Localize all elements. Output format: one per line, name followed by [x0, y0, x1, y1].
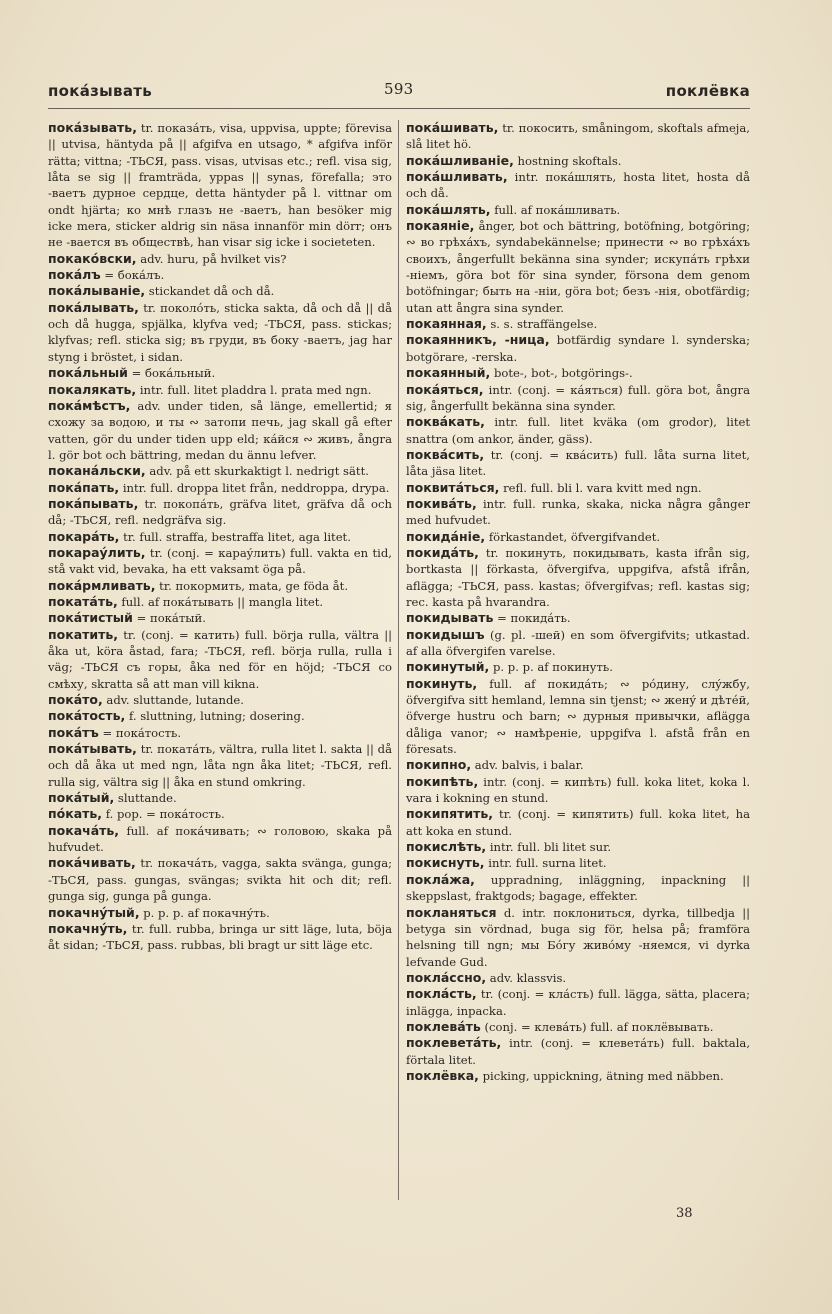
dictionary-entry: [48, 382, 392, 398]
dictionary-entry: [406, 905, 750, 970]
dictionary-entry: [48, 529, 392, 545]
headword: покáпывать,: [48, 495, 139, 511]
definition: full. af покáтывать || mangla litet.: [121, 594, 324, 609]
definition: intr. full. litet kväka (om grodor), litet snattra (om ankor, änder, gäss).: [406, 415, 750, 446]
dictionary-entry: [406, 316, 750, 332]
dictionary-entry: [48, 496, 392, 529]
definition: (conj. = клевáть) full. af поклёвывать.: [484, 1019, 714, 1034]
dictionary-entry: [406, 1068, 750, 1084]
definition: intr. (conj. = кáяться) full. göra bot, ångra sig, ångerfullt bekänna sina synder.: [406, 382, 750, 413]
headword: покалякать,: [48, 381, 137, 397]
headword: покáльный: [48, 365, 128, 381]
dictionary-entry: [406, 382, 750, 415]
headword: покиснуть,: [406, 855, 485, 871]
dictionary-entry: [48, 725, 392, 741]
dictionary-entry: [406, 545, 750, 610]
definition: f. sluttning, lutning; dosering.: [128, 709, 305, 724]
headword: покидышъ: [406, 626, 485, 642]
headword: покидывать: [406, 610, 494, 626]
dictionary-entry: [406, 153, 750, 169]
definition: intr. (conj. = клеветáть) full. baktala, förtala litet.: [406, 1036, 751, 1067]
headword: покáзывать,: [48, 120, 137, 135]
headword: поклёвка,: [406, 1067, 479, 1083]
definition: = покáтость.: [102, 725, 182, 740]
headword: покачáть,: [48, 822, 120, 838]
headword: покинутый,: [406, 659, 490, 675]
dictionary-entry: [406, 218, 750, 316]
headword: поквáсить,: [406, 446, 485, 462]
headword: поклáссно,: [406, 969, 487, 985]
dictionary-entry: [48, 921, 392, 954]
dictionary-entry: [406, 970, 750, 986]
headword: покланяться: [406, 904, 497, 920]
dictionary-entry: [406, 627, 750, 660]
dictionary-entry: [48, 741, 392, 790]
dictionary-entry: [48, 463, 392, 479]
headword: покáшивать,: [406, 120, 499, 135]
definition: tr. (conj. = караýлить) full. vakta en tid, stå vakt vid, bevaka, ha ett vaksamt öga på.: [48, 545, 392, 577]
dictionary-entry: [406, 659, 750, 675]
dictionary-entry: [48, 365, 392, 381]
dictionary-entry: [406, 855, 750, 871]
definition: full. af покáчивать; ∾ головою, skaka på hufvudet.: [48, 823, 393, 855]
definition: refl. full. bli l. vara kvitt med ngn.: [503, 480, 702, 495]
dictionary-entry: [48, 267, 392, 283]
dictionary-entry: [48, 823, 392, 856]
definition: (g. pl. -шей) en som öfvergifvits; utkastad. af alla öfvergifen varelse.: [406, 627, 750, 658]
definition: tr. покопáть, gräfva litet, gräfva då och då; -ТЬСЯ, refl. nedgräfva sig.: [48, 496, 392, 528]
definition: picking, uppickning, ätning med näbben.: [482, 1068, 724, 1083]
headword: покараýлить,: [48, 544, 146, 560]
headword: покáлъ: [48, 267, 101, 283]
definition: tr. (conj. = катить) full. börja rulla, vältra || åka ut, köra åstad, fara; -ТЬСЯ, refl. börja rulla, rulla i väg; -ТЬСЯ съ горы, åka ned för en höjd; -ТЬСЯ со смѣху, skratta så att man vill kikna.: [48, 627, 393, 691]
definition: tr. поколóть, sticka sakta, då och då || då och då hugga, spjälka, klyfva ved; -ТЬСЯ, pass. stickas; klyfvas; refl. sticka sig; въ груди, въ боку -ваетъ, jag har styng i bröstet, i sidan.: [48, 300, 392, 364]
headword: покáтый,: [48, 790, 115, 806]
page-number: 593: [384, 80, 414, 98]
headword: пóкать,: [48, 806, 103, 822]
definition: adv. huru, på hvilket vis?: [140, 251, 287, 266]
signature-mark: 38: [676, 1206, 693, 1221]
definition: tr. full. rubba, bringa ur sitt läge, luta, böja åt sidan; -ТЬСЯ, pass. rubbas, bli bragt ur sitt läge etc.: [48, 921, 392, 953]
headword: покáлываніе,: [48, 283, 146, 299]
dictionary-entry: [48, 300, 392, 365]
running-head-right: поклёвка: [665, 82, 750, 100]
definition: adv. under tiden, så länge, emellertid; я схожу за водою, и ты ∾ затопи печь, jag skall gå efter vatten, gör du under tiden upp eld; кáйся ∾ живъ, ångra l. gör bot och bättring, medan du ännu lefver.: [48, 398, 392, 462]
headword: поклеветáть,: [406, 1035, 502, 1051]
definition: tr. покинуть, покидывать, kasta ifrån sig, bortkasta || förkasta, öfvergifva, uppgifva, afstå ifrån, aflägga; -ТЬСЯ, pass. kastas; öfvergifvas; refl. kastas sig; rec. kasta på hvarandra.: [406, 545, 750, 609]
dictionary-entry: [406, 414, 750, 447]
definition: ånger, bot och bättring, botöfning, botgöring; ∾ во грѣхáхъ, syndabekännelse; принести ∾ во грѣхáхъ своихъ, ångerfullt bekänna sina synder; искупáть грѣхи -ніемъ, göra bot för sina synder, försona dem genom botöfningar; быть на -ніи, göra bot; безъ -нія, obotfärdig; utan att ångra sina synder.: [406, 219, 751, 315]
definition: adv. på ett skurkaktigt l. nedrigt sätt.: [149, 464, 369, 479]
definition: tr. покормить, mata, ge föda åt.: [159, 578, 349, 593]
dictionary-entry: [48, 627, 392, 692]
dictionary-entry: [48, 708, 392, 724]
headword: покипѣть,: [406, 773, 479, 789]
dictionary-entry: [406, 1019, 750, 1035]
headword: покáто,: [48, 692, 103, 708]
dictionary-entry: [48, 120, 392, 251]
dictionary-entry: [48, 790, 392, 806]
headword: покатáть,: [48, 593, 118, 609]
definition: = бокáлъ.: [104, 268, 165, 283]
headword: покаянникъ, -ница,: [406, 332, 550, 348]
headword: покáлывать,: [48, 299, 139, 315]
headword: покáмѣстъ,: [48, 397, 131, 413]
headword: покипятить,: [406, 806, 494, 822]
headword: покаяніе,: [406, 218, 475, 234]
definition: tr. (conj. = квáсить) full. låta surna litet, låta jäsa litet.: [406, 447, 750, 479]
headword: покáтистый: [48, 610, 133, 626]
definition: intr. full. runka, skaka, nicka några gånger med hufvudet.: [406, 496, 751, 528]
definition: hostning skoftals.: [517, 153, 622, 168]
headword: покипно,: [406, 757, 472, 773]
dictionary-entry: [48, 283, 392, 299]
headword: покачнýтый,: [48, 904, 140, 920]
dictionary-entry: [406, 169, 750, 202]
definition: tr. показáть, visa, uppvisa, uppte; förevisa || utvisa, häntyda på || afgifva en utsago, * afgifva inför rätta; vittna; -ТЬСЯ, pass. visas, utvisas etc.; refl. visa sig, låta se sig || framträda, yppas || synas, förefalla; это -ваетъ дурное сердце, detta häntyder på l. vittnar om ondt hjärta; ко мнѣ глазъ не -ваетъ, han besöker mig icke mera, sticker aldrig sin näsa innanför min dörr; онъ не -вается въ обществѣ, han visar sig icke i societeten.: [48, 121, 392, 250]
definition: botfärdig syndare l. synderska; botgörare, -rerska.: [406, 333, 750, 364]
definition: = покáтый.: [136, 611, 206, 626]
headword: покаянная,: [406, 316, 487, 332]
headword: покáшливать,: [406, 169, 508, 185]
headword: покарáть,: [48, 528, 120, 544]
headword: покáрмливать,: [48, 577, 156, 593]
headword: поклáжа,: [406, 871, 475, 887]
definition: tr. покатáть, vältra, rulla litet l. sakta || då och då åka ut med ngn, låta ngn åka litet; -ТЬСЯ, refl. rulla sig, vältra sig || åka en stund omkring.: [48, 742, 392, 789]
definition: intr. full. surna litet.: [488, 856, 607, 871]
dictionary-entry: [406, 529, 750, 545]
definition: d. intr. поклониться, dyrka, tillbedja || betyga sin vördnad, buga sig för, helsa på; framföra helsning till ngn; мы Бóгу живóму -няемся, vi dyrka lefvande Gud.: [406, 905, 751, 969]
right-column: [406, 120, 750, 1084]
definition: förkastandet, öfvergifvandet.: [488, 529, 661, 544]
dictionary-entry: [406, 332, 750, 365]
definition: tr. (conj. = клáсть) full. lägga, sätta, placera; inlägga, inpacka.: [406, 987, 750, 1018]
headword: поканáльски,: [48, 463, 146, 479]
dictionary-entry: [406, 757, 750, 773]
definition: tr. покосить, småningom, skoftals afmeja, slå litet hö.: [406, 121, 750, 152]
headword: покáтывать,: [48, 741, 137, 757]
definition: tr. full. straffa, bestraffa litet, aga litet.: [123, 529, 351, 544]
left-column: [48, 120, 392, 954]
definition: p. p. p. af покачнýть.: [143, 905, 270, 920]
headword: покидáть,: [406, 544, 479, 560]
dictionary-entry: [48, 578, 392, 594]
dictionary-entry: [48, 398, 392, 463]
dictionary-entry: [48, 692, 392, 708]
definition: uppradning, inläggning, inpackning || skeppslast, fraktgods; bagage, effekter.: [406, 872, 751, 904]
dictionary-entry: [406, 986, 750, 1019]
definition: p. p. p. af покинуть.: [493, 660, 613, 675]
definition: intr. (conj. = кипѣть) full. koka litet, koka l. vara i kokning en stund.: [406, 774, 751, 806]
dictionary-entry: [48, 806, 392, 822]
headword: покáчивать,: [48, 855, 136, 871]
dictionary-entry: [406, 774, 750, 807]
headword: покáтость,: [48, 708, 126, 724]
definition: full. af покáшливать.: [494, 202, 621, 217]
dictionary-entry: [406, 496, 750, 529]
dictionary-entry: [48, 594, 392, 610]
definition: stickandet då och då.: [148, 284, 275, 299]
definition: tr. покачáть, vagga, sakta svänga, gunga; -ТЬСЯ, pass. gungas, svängas; svikta hit och dit; refl. gunga sig, gunga på gunga.: [48, 856, 393, 904]
dictionary-entry: [406, 447, 750, 480]
headword: поквáкать,: [406, 414, 485, 430]
headword: поклевáть: [406, 1018, 481, 1034]
headword: покидáніе,: [406, 528, 486, 544]
definition: = покидáть.: [497, 611, 571, 626]
dictionary-entry: [406, 806, 750, 839]
headword: покáшлять,: [406, 201, 491, 217]
dictionary-entry: [48, 905, 392, 921]
headword: покáпать,: [48, 479, 120, 495]
headword: покáяться,: [406, 381, 484, 397]
definition: intr. full. bli litet sur.: [489, 840, 612, 855]
headword: покислѣть,: [406, 839, 487, 855]
headword: покáшливаніе,: [406, 152, 514, 168]
definition: bote-, bot-, botgörings-.: [493, 366, 633, 381]
running-head-left: покáзывать: [48, 82, 153, 100]
definition: intr. full. droppa litet från, neddroppa, drypa.: [122, 480, 390, 495]
dictionary-entry: [406, 610, 750, 626]
headword: покакóвски,: [48, 250, 137, 266]
definition: full. af покидáть; ∾ рóдину, слýжбу, öfvergifva sitt hemland, lemna sin tjenst; ∾ женý и дѣтéй, öfverge hustru och barn; ∾ дурныя привычки, aflägga dåliga vanor; ∾ намѣреніе, uppgifva l. afstå från en föresats.: [406, 676, 750, 757]
dictionary-entry: [406, 676, 750, 758]
definition: = бокáльный.: [131, 366, 216, 381]
headword: покáтъ: [48, 724, 99, 740]
headword: покачнýть,: [48, 920, 128, 936]
definition: adv. balvis, i balar.: [474, 758, 584, 773]
dictionary-entry: [406, 202, 750, 218]
definition: adv. klassvis.: [489, 970, 567, 985]
headword: покатить,: [48, 626, 119, 642]
headword: покаянный,: [406, 365, 491, 381]
headword: покинуть,: [406, 675, 478, 691]
dictionary-entry: [48, 480, 392, 496]
dictionary-entry: [406, 365, 750, 381]
dictionary-entry: [48, 855, 392, 904]
dictionary-entry: [406, 839, 750, 855]
headword: покивáть,: [406, 495, 477, 511]
definition: s. s. straffängelse.: [490, 317, 598, 332]
dictionary-entry: [406, 872, 750, 905]
header-rule: [48, 108, 750, 109]
headword: поквитáться,: [406, 479, 500, 495]
definition: tr. (conj. = кипятить) full. koka litet, ha att koka en stund.: [406, 807, 751, 838]
dictionary-entry: [406, 120, 750, 153]
headword: поклáсть,: [406, 986, 477, 1002]
dictionary-entry: [48, 251, 392, 267]
column-divider: [398, 120, 399, 1200]
definition: adv. sluttande, lutande.: [106, 693, 244, 708]
dictionary-entry: [406, 480, 750, 496]
definition: intr. full. litet pladdra l. prata med ngn.: [139, 382, 372, 397]
definition: sluttande.: [117, 791, 177, 806]
definition: f. pop. = покáтость.: [105, 807, 225, 822]
dictionary-entry: [48, 610, 392, 626]
dictionary-entry: [48, 545, 392, 578]
dictionary-entry: [406, 1035, 750, 1068]
definition: intr. покáшлять, hosta litet, hosta då och då.: [406, 170, 750, 201]
